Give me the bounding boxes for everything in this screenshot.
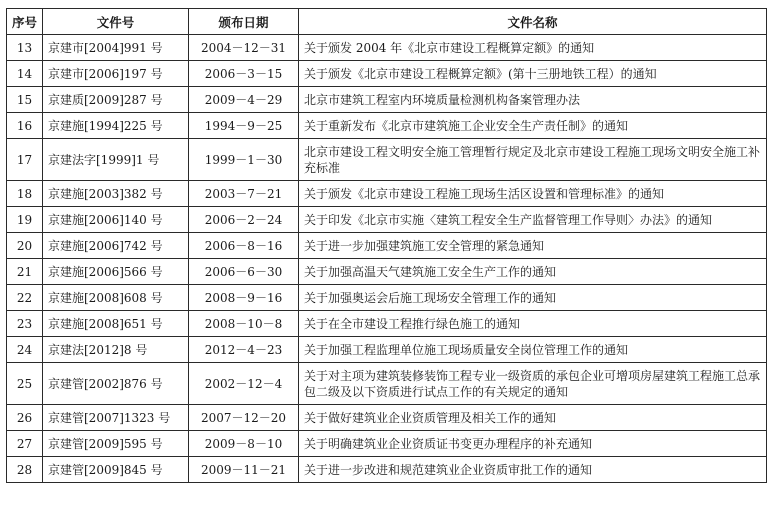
cell-document-title: 北京市建设工程文明安全施工管理暂行规定及北京市建设工程施工现场文明安全施工补充标准 [299, 139, 767, 181]
cell-issue-date: 2009－11－21 [189, 457, 299, 483]
cell-issue-date: 2002－12－4 [189, 363, 299, 405]
cell-serial-number: 23 [7, 311, 43, 337]
cell-document-number: 京建施[2008]608 号 [43, 285, 189, 311]
header-document-number: 文件号 [43, 9, 189, 35]
cell-issue-date: 2004－12－31 [189, 35, 299, 61]
cell-serial-number: 16 [7, 113, 43, 139]
header-issue-date: 颁布日期 [189, 9, 299, 35]
cell-serial-number: 22 [7, 285, 43, 311]
cell-document-number: 京建施[2003]382 号 [43, 181, 189, 207]
cell-serial-number: 19 [7, 207, 43, 233]
cell-document-title: 关于加强工程监理单位施工现场质量安全岗位管理工作的通知 [299, 337, 767, 363]
cell-document-number: 京建质[2009]287 号 [43, 87, 189, 113]
cell-issue-date: 2003－7－21 [189, 181, 299, 207]
table-row [7, 285, 767, 311]
header-document-title: 文件名称 [299, 9, 767, 35]
cell-issue-date: 2009－8－10 [189, 431, 299, 457]
cell-serial-number: 13 [7, 35, 43, 61]
table-row [7, 181, 767, 207]
cell-document-number: 京建施[1994]225 号 [43, 113, 189, 139]
cell-document-title: 关于做好建筑业企业资质管理及相关工作的通知 [299, 405, 767, 431]
cell-document-number: 京建管[2009]595 号 [43, 431, 189, 457]
table-row [7, 457, 767, 483]
table-body [7, 35, 767, 483]
cell-document-title: 关于颁发《北京市建设工程施工现场生活区设置和管理标准》的通知 [299, 181, 767, 207]
cell-serial-number: 25 [7, 363, 43, 405]
cell-serial-number: 21 [7, 259, 43, 285]
cell-document-title: 关于加强高温天气建筑施工安全生产工作的通知 [299, 259, 767, 285]
cell-document-number: 京建施[2008]651 号 [43, 311, 189, 337]
cell-document-title: 关于进一步加强建筑施工安全管理的紧急通知 [299, 233, 767, 259]
cell-issue-date: 1999－1－30 [189, 139, 299, 181]
table-row [7, 337, 767, 363]
cell-issue-date: 2006－8－16 [189, 233, 299, 259]
cell-serial-number: 24 [7, 337, 43, 363]
cell-document-number: 京建法字[1999]1 号 [43, 139, 189, 181]
cell-document-number: 京建施[2006]566 号 [43, 259, 189, 285]
table-row [7, 233, 767, 259]
cell-document-number: 京建管[2009]845 号 [43, 457, 189, 483]
cell-document-title: 关于在全市建设工程推行绿色施工的通知 [299, 311, 767, 337]
cell-document-title: 关于颁发 2004 年《北京市建设工程概算定额》的通知 [299, 35, 767, 61]
cell-issue-date: 1994－9－25 [189, 113, 299, 139]
header-row [7, 9, 767, 35]
cell-serial-number: 20 [7, 233, 43, 259]
cell-serial-number: 17 [7, 139, 43, 181]
cell-document-number: 京建施[2006]140 号 [43, 207, 189, 233]
cell-document-number: 京建市[2006]197 号 [43, 61, 189, 87]
cell-document-number: 京建市[2004]991 号 [43, 35, 189, 61]
table-header [7, 9, 767, 35]
cell-document-title: 关于进一步改进和规范建筑业企业资质审批工作的通知 [299, 457, 767, 483]
table-row [7, 311, 767, 337]
cell-document-number: 京建施[2006]742 号 [43, 233, 189, 259]
table-row [7, 113, 767, 139]
cell-issue-date: 2006－6－30 [189, 259, 299, 285]
cell-serial-number: 26 [7, 405, 43, 431]
table-row [7, 405, 767, 431]
cell-issue-date: 2008－10－8 [189, 311, 299, 337]
table-row [7, 207, 767, 233]
cell-issue-date: 2006－3－15 [189, 61, 299, 87]
table-row [7, 363, 767, 405]
cell-issue-date: 2008－9－16 [189, 285, 299, 311]
table-row [7, 35, 767, 61]
table-row [7, 259, 767, 285]
header-serial-number: 序号 [7, 9, 43, 35]
regulation-table [6, 8, 767, 483]
cell-document-title: 关于印发《北京市实施〈建筑工程安全生产监督管理工作导则〉办法》的通知 [299, 207, 767, 233]
table-row [7, 431, 767, 457]
cell-document-title: 北京市建筑工程室内环境质量检测机构备案管理办法 [299, 87, 767, 113]
cell-serial-number: 15 [7, 87, 43, 113]
cell-document-title: 关于重新发布《北京市建筑施工企业安全生产责任制》的通知 [299, 113, 767, 139]
cell-serial-number: 28 [7, 457, 43, 483]
cell-document-number: 京建管[2007]1323 号 [43, 405, 189, 431]
cell-issue-date: 2006－2－24 [189, 207, 299, 233]
cell-issue-date: 2007－12－20 [189, 405, 299, 431]
cell-document-title: 关于对主项为建筑装修装饰工程专业一级资质的承包企业可增项房屋建筑工程施工总承包二级及以下资质进行试点工作的有关规定的通知 [299, 363, 767, 405]
cell-serial-number: 27 [7, 431, 43, 457]
cell-document-title: 关于明确建筑业企业资质证书变更办理程序的补充通知 [299, 431, 767, 457]
cell-document-number: 京建法[2012]8 号 [43, 337, 189, 363]
cell-serial-number: 14 [7, 61, 43, 87]
cell-issue-date: 2009－4－29 [189, 87, 299, 113]
cell-issue-date: 2012－4－23 [189, 337, 299, 363]
table-row [7, 87, 767, 113]
table-row [7, 139, 767, 181]
cell-document-number: 京建管[2002]876 号 [43, 363, 189, 405]
document-page [6, 8, 766, 483]
cell-document-title: 关于加强奥运会后施工现场安全管理工作的通知 [299, 285, 767, 311]
table-row [7, 61, 767, 87]
cell-document-title: 关于颁发《北京市建设工程概算定额》(第十三册地铁工程）的通知 [299, 61, 767, 87]
cell-serial-number: 18 [7, 181, 43, 207]
